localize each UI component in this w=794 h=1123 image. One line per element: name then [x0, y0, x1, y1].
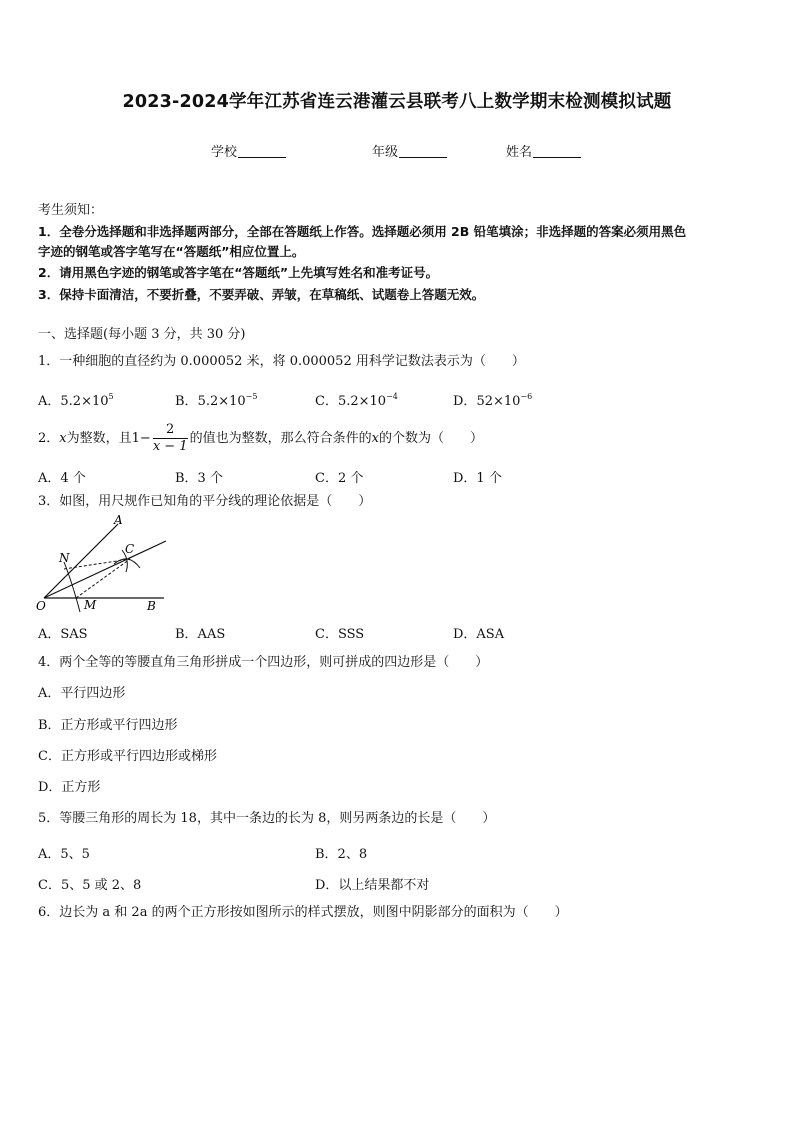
name-blank[interactable]: [533, 144, 581, 158]
dash-mc: [76, 559, 130, 598]
school-label: 学校: [211, 145, 238, 160]
grade-label: 年级: [372, 145, 399, 160]
q4-option-d[interactable]: D．正方形: [38, 780, 101, 795]
q2-var-x: x: [59, 431, 67, 446]
q4-option-b[interactable]: B．正方形或平行四边形: [38, 718, 178, 733]
fraction-numerator: 2: [153, 422, 188, 439]
label-m: M: [84, 598, 97, 612]
option-base: 5.2×10: [197, 394, 246, 409]
ray-oa: [44, 524, 118, 598]
q4-option-c[interactable]: C．正方形或平行四边形或梯形: [38, 749, 217, 764]
q3-option-d[interactable]: D．ASA: [453, 627, 505, 642]
page-title: 2023-2024学年江苏省连云港灌云县联考八上数学期末检测模拟试题: [122, 92, 672, 112]
q3-option-b[interactable]: B．AAS: [175, 627, 226, 642]
name-label: 姓名: [506, 145, 533, 160]
fraction-denominator: x − 1: [152, 439, 188, 454]
q5-option-a[interactable]: A．5、5: [38, 847, 90, 862]
option-base: 52×10: [476, 394, 521, 409]
q2-number: 2．: [38, 431, 60, 446]
option-exponent: 5: [108, 392, 114, 401]
q6-stem: 6．边长为 a 和 2a 的两个正方形按如图所示的样式摆放，则图中阴影部分的面积为（ ）: [38, 905, 568, 920]
q5-option-c[interactable]: C．5、5 或 2、8: [38, 878, 142, 893]
option-label: C．: [315, 394, 338, 409]
ray-oc: [44, 541, 166, 598]
q2-text-2: 的值也为整数，那么符合条件的: [189, 431, 372, 446]
dash-nc: [64, 559, 130, 569]
option-exponent: −6: [520, 392, 533, 401]
label-a: A: [114, 513, 123, 527]
label-c: C: [125, 542, 135, 556]
q1-stem: 1．一种细胞的直径约为 0.000052 米，将 0.000052 用科学记数法表示为（ ）: [38, 354, 525, 369]
grade-field: [372, 141, 447, 160]
q1-option-a[interactable]: [38, 390, 114, 409]
q3-option-c[interactable]: C．SSS: [315, 627, 365, 642]
notice-item-1-line-1: 1．全卷分选择题和非选择题两部分，全部在答题纸上作答。选择题必须用 2B 铅笔填涂；非选择题的答案必须用黑色: [38, 224, 687, 239]
name-field: [506, 141, 581, 160]
q4-option-a[interactable]: A．平行四边形: [38, 686, 126, 701]
q5-stem: 5．等腰三角形的周长为 18，其中一条边的长为 8，则另两条边的长是（ ）: [38, 811, 496, 826]
q1-option-c[interactable]: [315, 390, 398, 409]
angle-bisector-figure: [34, 512, 174, 616]
q2-option-c[interactable]: C．2 个: [315, 471, 364, 486]
q3-stem: 3．如图，用尺规作已知角的平分线的理论依据是（ ）: [38, 494, 372, 509]
option-exponent: −5: [245, 392, 258, 401]
q2-stem: [38, 422, 483, 456]
label-b: B: [147, 599, 156, 613]
option-label: D．: [453, 394, 477, 409]
q1-option-b[interactable]: [175, 390, 257, 409]
q5-option-d[interactable]: D．以上结果都不对: [315, 878, 430, 893]
option-label: B．: [175, 394, 198, 409]
q2-option-b[interactable]: B．3 个: [175, 471, 223, 486]
notice-item-2: 2．请用黑色字迹的钢笔或答字笔在“答题纸”上先填写姓名和准考证号。: [38, 265, 439, 280]
q2-text-1: 为整数，且: [66, 431, 132, 446]
q4-stem: 4．两个全等的等腰直角三角形拼成一个四边形，则可拼成的四边形是（ ）: [38, 655, 489, 670]
option-exponent: −4: [386, 392, 398, 401]
notice-item-3: 3．保持卡面清洁，不要折叠，不要弄破、弄皱，在草稿纸、试题卷上答题无效。: [38, 287, 485, 302]
notice-item-1-line-2: 字迹的钢笔或答字笔写在“答题纸”相应位置上。: [38, 244, 305, 259]
option-base: 5.2×10: [60, 394, 109, 409]
school-field: [211, 141, 286, 160]
label-n: N: [59, 551, 70, 565]
q3-option-a[interactable]: A．SAS: [38, 627, 88, 642]
q2-option-d[interactable]: D．1 个: [453, 471, 502, 486]
q2-fraction: [153, 422, 188, 455]
option-label: A．: [38, 394, 61, 409]
q2-var-x-2: x: [371, 431, 379, 446]
section-heading: 一、选择题(每小题 3 分，共 30 分): [38, 327, 246, 342]
q2-option-a[interactable]: A．4 个: [38, 471, 86, 486]
option-base: 5.2×10: [337, 394, 387, 409]
q2-text-3: 的个数为（ ）: [378, 431, 483, 446]
q1-option-d[interactable]: [453, 390, 532, 409]
grade-blank[interactable]: [399, 144, 447, 158]
label-o: O: [36, 599, 46, 613]
notice-heading: 考生须知：: [38, 203, 104, 218]
q2-one-minus: 1−: [131, 431, 151, 446]
q5-option-b[interactable]: B．2、8: [315, 847, 368, 862]
school-blank[interactable]: [238, 144, 286, 158]
